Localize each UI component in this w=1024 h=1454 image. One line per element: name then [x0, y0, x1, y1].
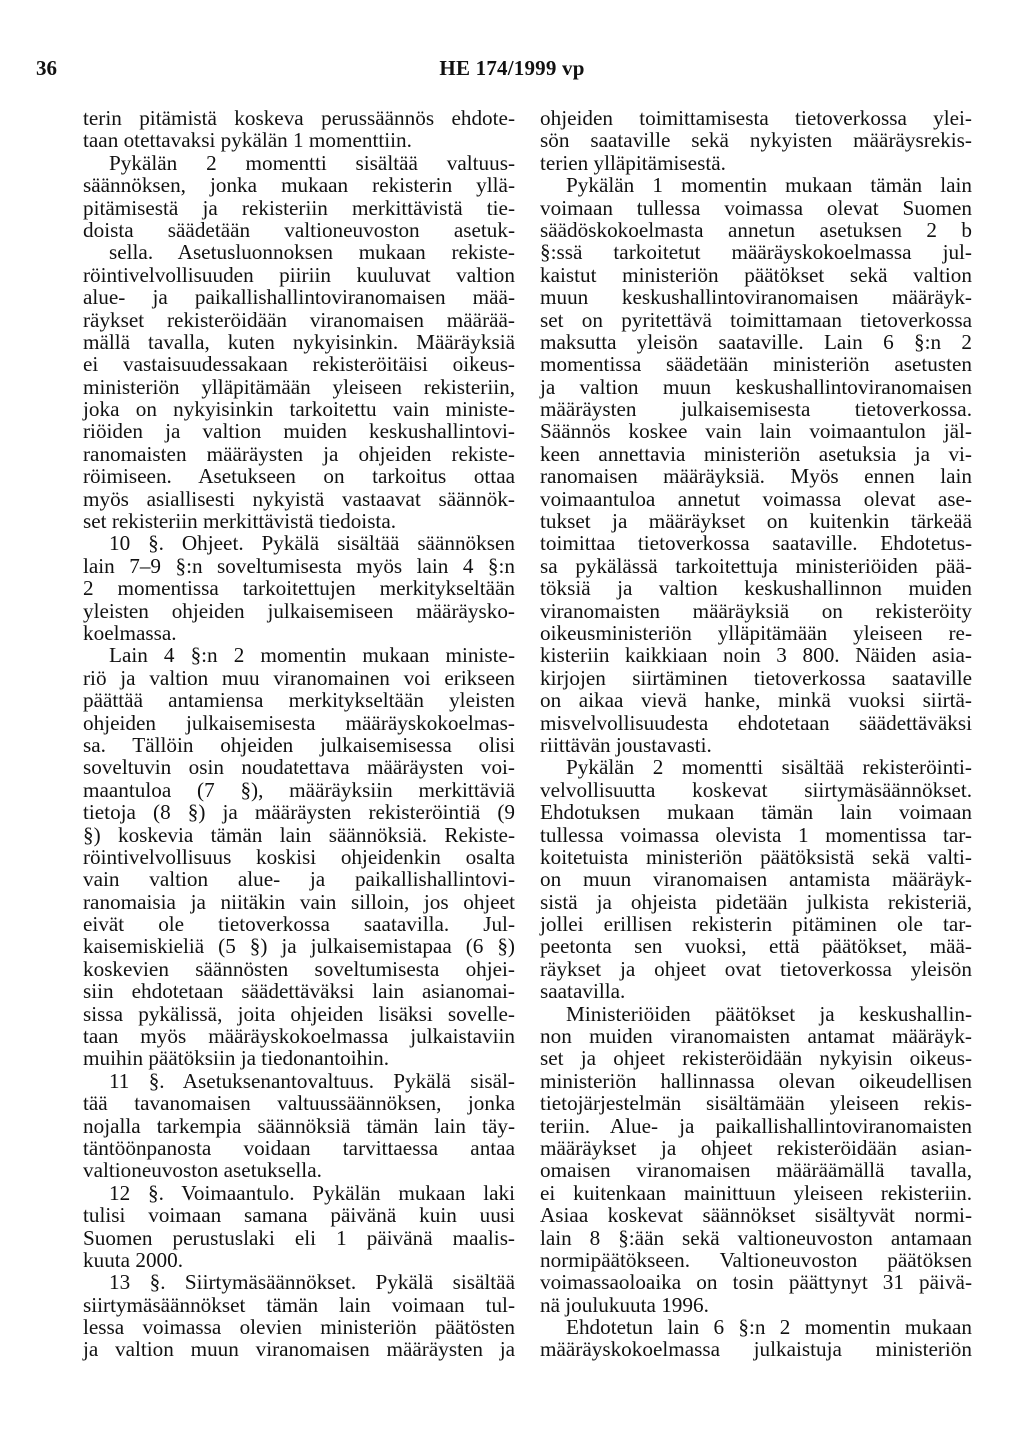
- text-line: voimaan tullessa voimassa olevat Suomen: [540, 195, 972, 220]
- text-line: kuuta 2000.: [83, 1247, 184, 1272]
- text-line: myös asiallisesti nykyistä vastaavat säännök-: [83, 486, 515, 511]
- text-line: siin ehdotetaan säädettäväksi lain asianomai-: [83, 979, 515, 1004]
- text-line: ohjeiden julkaisemisesta määräyskokoelmas-: [83, 710, 515, 735]
- text-line: Suomen perustuslaki eli 1 päivänä maalis-: [83, 1225, 515, 1250]
- text-line: Pykälän 1 momentin mukaan tämän lain: [566, 173, 972, 198]
- text-line: Ehdotuksen mukaan tämän lain voimaan: [540, 800, 972, 825]
- text-line: räykset ja ohjeet ovat tietoverkossa yleisön: [540, 956, 972, 981]
- text-line: kisteriin kaikkiaan noin 3 800. Näiden asia-: [540, 643, 972, 668]
- text-line: doista säädetään valtioneuvoston asetuk-: [83, 217, 515, 242]
- text-line: täntöönpanosta voidaan tarvittaessa antaa: [83, 1135, 515, 1160]
- text-line: ei vastaisuudessakaan rekisteröitäisi oikeus-: [83, 352, 515, 377]
- text-line: taan otettavaksi pykälän 1 momenttiin.: [83, 128, 412, 153]
- left-text-column: [83, 107, 515, 1361]
- text-line: keen annettavia ministeriön asetuksia ja vi-: [540, 441, 972, 466]
- text-line: ranomaisia ja niitäkin vain silloin, jos ohjeet: [83, 889, 515, 914]
- text-line: oikeusministeriön ylläpitämään yleiseen re-: [540, 620, 972, 645]
- text-line: sistä ja ohjeista pidetään julkista rekisteriä,: [540, 889, 972, 914]
- text-line: lain 7–9 §:n soveltumisesta myös lain 4 §:n: [83, 553, 515, 578]
- text-line: ohjeiden toimittamisesta tietoverkossa ylei-: [540, 106, 972, 130]
- text-line: ranomaisten määräysten ja ohjeiden rekiste-: [83, 441, 515, 466]
- text-line: alue- ja paikallishallintoviranomaisen mää-: [83, 285, 515, 310]
- text-line: 13 §. Siirtymäsäännökset. Pykälä sisältää: [109, 1270, 515, 1295]
- text-line: räykset rekisteröidään viranomaisen määrää-: [83, 307, 515, 332]
- text-line: kaisemiskieliä (5 §) ja julkaisemistapaa (6 §): [83, 934, 515, 959]
- text-line: 11 §. Asetuksenantovaltuus. Pykälä sisäl-: [109, 1068, 515, 1093]
- text-line: määräykset ja ohjeet rekisteröidään asian-: [540, 1135, 972, 1160]
- text-line: taan myös määräyskokoelmassa julkaistaviin: [83, 1024, 515, 1049]
- text-line: lain 8 §:ään sekä valtioneuvoston antamaan: [540, 1225, 972, 1250]
- text-line: set ja ohjeet rekisteröidään nykyisin oikeus-: [540, 1046, 972, 1071]
- text-line: omaisen viranomaisen määräämällä tavalla,: [540, 1158, 972, 1183]
- text-line: viranomaisten määräyksiä on rekisteröity: [540, 598, 972, 623]
- text-line: sa pykälässä tarkoitettuja ministeriöiden pää-: [540, 553, 972, 578]
- text-line: §:ssä tarkoitetut määräyskokoelmassa jul-: [540, 240, 972, 265]
- text-line: ei kuitenkaan mainittuun yleiseen rekisteriin.: [540, 1180, 972, 1205]
- text-line: sissa pykälissä, joita ohjeiden lisäksi sovelle-: [83, 1001, 515, 1026]
- text-line: Ehdotetun lain 6 §:n 2 momentin mukaan: [566, 1315, 972, 1340]
- text-line: soveltuvin osin noudatettava määräysten voi-: [83, 755, 515, 780]
- text-line: 2 momentissa tarkoitettujen merkitykseltään: [83, 576, 515, 601]
- text-line: on muun viranomaisen antamista määräyk-: [540, 867, 972, 892]
- text-line: toimittaa tietoverkossa saataville. Ehdotetus-: [540, 531, 972, 556]
- text-line: joka on nykyisinkin tarkoitettu vain ministe-: [83, 397, 515, 422]
- text-line: kirjojen siirtäminen tietoverkossa saataville: [540, 665, 972, 690]
- text-line: riittävän joustavasti.: [540, 732, 712, 757]
- text-line: tietoja (8 §) ja määräysten rekisteröintiä (9: [83, 800, 515, 825]
- page-number: 36: [36, 56, 57, 80]
- text-line: määräysten julkaisemisesta tietoverkossa.: [540, 397, 972, 422]
- text-line: yleisten ohjeiden julkaisemiseen määräysko-: [83, 598, 515, 623]
- text-line: tietojärjestelmän sisältämään yleiseen rekis-: [540, 1091, 972, 1116]
- text-line: röintivelvollisuus koskisi ohjeidenkin osalta: [83, 844, 515, 869]
- text-line: set on pyritettävä toimittamaan tietoverkossa: [540, 307, 972, 332]
- text-line: riöiden ja valtion muiden keskushallintovi-: [83, 419, 515, 444]
- text-line: saatavilla.: [540, 979, 626, 1004]
- text-line: sella. Asetusluonnoksen mukaan rekiste-: [109, 240, 515, 265]
- text-line: Ministeriöiden päätökset ja keskushallin-: [566, 1001, 972, 1026]
- text-line: tulisi voimaan samana päivänä kuin uusi: [83, 1203, 515, 1228]
- text-line: kaistut ministeriön päätökset sekä valtion: [540, 262, 972, 287]
- text-line: sön saataville sekä nykyisten määräysrekis-: [540, 128, 972, 153]
- text-line: maantuloa (7 §), määräyksiin merkittäviä: [83, 777, 515, 802]
- text-line: lessa voimassa olevien ministeriön päätösten: [83, 1315, 515, 1340]
- text-line: normipäätökseen. Valtioneuvoston päätöksen: [540, 1247, 972, 1272]
- text-line: eivät ole tietoverkossa saatavilla. Jul-: [83, 912, 515, 937]
- text-line: ministeriön hallinnassa olevan oikeudellisen: [540, 1068, 972, 1093]
- text-line: pitämisestä ja rekisteriin merkittävistä tie-: [83, 195, 515, 220]
- text-line: mällä tavalla, kuten nykyisinkin. Määräyksiä: [83, 329, 515, 354]
- text-line: Säännös koskee vain lain voimaantulon jäl-: [540, 419, 972, 444]
- text-line: Lain 4 §:n 2 momentin mukaan ministe-: [109, 643, 515, 668]
- text-line: säädöskokoelmasta annetun asetuksen 2 b: [540, 217, 972, 242]
- text-line: terin pitämistä koskeva perussäännös ehdote-: [83, 106, 515, 130]
- text-line: röintivelvollisuuden piiriin kuuluvat valtion: [83, 262, 515, 287]
- text-line: siirtymäsäännökset tämän lain voimaan tul-: [83, 1292, 515, 1317]
- text-line: voimaantuloa annetut voimassa olevat ase-: [540, 486, 972, 511]
- text-line: koskevien säännösten soveltumisesta ohjei-: [83, 956, 515, 981]
- text-line: jollei erillisen rekisterin pitäminen ole tar-: [540, 912, 972, 937]
- text-line: peetonta sen vuoksi, että päätökset, mää-: [540, 934, 972, 959]
- text-line: muun keskushallintoviranomaisen määräyk-: [540, 285, 972, 310]
- document-id: HE 174/1999 vp: [439, 56, 585, 80]
- right-text-column: [540, 107, 972, 1361]
- text-line: valtioneuvoston asetuksella.: [83, 1158, 322, 1183]
- text-line: töksiä ja valtion keskushallinnon muiden: [540, 576, 972, 601]
- text-line: terien ylläpitämisestä.: [540, 150, 726, 175]
- text-line: koelmassa.: [83, 620, 177, 645]
- text-line: ranomaisen määräyksiä. Myös ennen lain: [540, 464, 972, 489]
- text-line: misvelvollisuudesta ehdotetaan säädettäväksi: [540, 710, 972, 735]
- text-line: velvollisuutta koskevat siirtymäsäännökset.: [540, 777, 972, 802]
- text-line: maksutta yleisön saataville. Lain 6 §:n 2: [540, 329, 972, 354]
- text-line: momentissa säädetään ministeriön asetusten: [540, 352, 972, 377]
- text-line: ja valtion muun keskushallintoviranomaisen: [540, 374, 972, 399]
- text-line: 12 §. Voimaantulo. Pykälän mukaan laki: [109, 1180, 515, 1205]
- text-line: vain valtion alue- ja paikallishallintovi-: [83, 867, 515, 892]
- text-line: non muiden viranomaisten antamat määräyk-: [540, 1024, 972, 1049]
- text-line: nä joulukuuta 1996.: [540, 1292, 709, 1317]
- text-line: röimiseen. Asetukseen on tarkoitus ottaa: [83, 464, 515, 489]
- text-line: määräyskokoelmassa julkaistuja ministeriön: [540, 1337, 972, 1362]
- text-line: voimassaoloaika on tosin päättynyt 31 päivä-: [540, 1270, 972, 1295]
- text-line: säännöksen, jonka mukaan rekisterin yllä-: [83, 173, 515, 198]
- text-line: sa. Tällöin ohjeiden julkaisemisessa olisi: [83, 732, 515, 757]
- text-line: Pykälän 2 momentti sisältää rekisteröinti-: [566, 755, 972, 780]
- text-line: ministeriön ylläpitämään yleiseen rekisteriin,: [83, 374, 515, 399]
- text-line: 10 §. Ohjeet. Pykälä sisältää säännöksen: [109, 531, 515, 556]
- page-header: [0, 56, 1024, 86]
- text-line: koitetuista ministeriön päätöksistä sekä valti-: [540, 844, 972, 869]
- text-line: riö ja valtion muu viranomainen voi erikseen: [83, 665, 515, 690]
- text-line: muihin päätöksiin ja tiedonantoihin.: [83, 1046, 389, 1071]
- text-line: set rekisteriin merkittävistä tiedoista.: [83, 509, 397, 534]
- text-line: ja valtion muun viranomaisen määräysten ja: [83, 1337, 515, 1362]
- text-line: tullessa voimassa olevista 1 momentissa tar-: [540, 822, 972, 847]
- text-line: Asiaa koskevat säännökset sisältyvät normi-: [540, 1203, 972, 1228]
- text-line: tukset ja määräykset on kuitenkin tärkeää: [540, 509, 972, 534]
- text-line: Pykälän 2 momentti sisältää valtuus-: [109, 150, 515, 175]
- text-line: on aikaa vievä hanke, minkä vuoksi siirtä-: [540, 688, 972, 713]
- text-line: teriin. Alue- ja paikallishallintoviranomaisten: [540, 1113, 972, 1138]
- text-line: §) koskevia tämän lain säännöksiä. Rekiste-: [83, 822, 515, 847]
- text-line: nojalla tarkempia säännöksiä tämän lain täy-: [83, 1113, 515, 1138]
- text-line: tää tavanomaisen valtuussäännöksen, jonka: [83, 1091, 515, 1116]
- text-line: päättää antamiensa merkitykseltään yleisten: [83, 688, 515, 713]
